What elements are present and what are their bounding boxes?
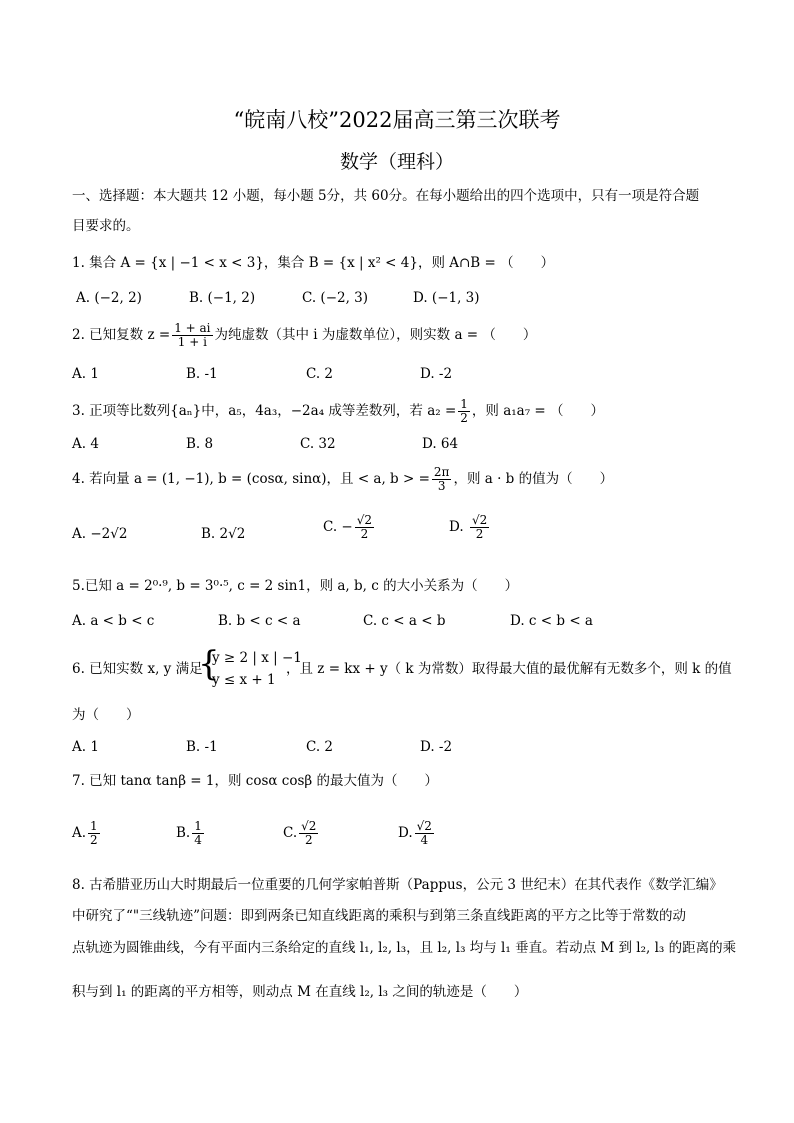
question-3-option-a: A. 4 (72, 436, 99, 452)
question-3-option-b: B. 8 (186, 436, 214, 452)
question-5-option-b: B. b < c < a (218, 613, 301, 629)
question-7-option-a (72, 820, 102, 847)
fraction-denominator: 2 (460, 411, 468, 425)
fraction-numerator: √2 (471, 513, 488, 527)
fraction-numerator: √2 (416, 819, 432, 833)
question-2-option-c: C. 2 (306, 366, 334, 382)
fraction-numerator: 2π (433, 465, 450, 479)
question-7-stem: 7. 已知 tanα tanβ = 1，则 cosα cosβ 的最大值为（ ） (72, 773, 439, 789)
question-2-option-b: B. -1 (186, 366, 218, 382)
question-8-line4: 积与到 l₁ 的距离的平方相等，则动点 M 在直线 l₂, l₃ 之间的轨迹是（ ） (72, 984, 528, 1000)
question-1-option-b: B. (−1, 2) (189, 290, 256, 306)
question-5-option-d: D. c < b < a (510, 613, 593, 629)
question-4-fraction (432, 466, 452, 493)
question-6-stem-cont: 为（ ） (72, 707, 140, 723)
option-fraction (415, 820, 434, 847)
fraction-numerator: 1 (90, 819, 98, 833)
question-5-stem: 5.已知 a = 2⁰·⁹, b = 3⁰·⁵, c = 2 sin1，则 a, b, c 的大小关系为（ ） (72, 578, 519, 594)
question-8-line1: 8. 古希腊亚历山大时期最后一位重要的几何学家帕普斯（Pappus，公元 3 世纪末）在其代表作《数学汇编》 (72, 877, 723, 893)
question-5-option-a: A. a < b < c (72, 613, 155, 629)
option-fraction (88, 820, 100, 847)
option-fraction (299, 820, 318, 847)
option-fraction (192, 820, 204, 847)
question-7-option-b (176, 820, 206, 847)
question-1-option-a: A. (−2, 2) (76, 290, 142, 306)
question-3-fraction (458, 398, 470, 425)
question-6-system-line1: y ≥ 2 | x | −1 (212, 650, 302, 666)
fraction-denominator: 4 (194, 833, 202, 847)
fraction-denominator: 3 (437, 479, 446, 493)
section-instructions-line2: 目要求的。 (72, 218, 140, 234)
fraction-numerator: 1 (460, 397, 468, 411)
question-4-stem-post: ，则 a · b 的值为（ ） (453, 471, 614, 487)
option-label: D. (398, 825, 413, 841)
question-1-option-d: D. (−1, 3) (413, 290, 480, 306)
question-2-fraction (172, 322, 212, 349)
question-8-line3: 点轨迹为圆锥曲线，今有平面内三条给定的直线 l₁, l₂, l₃，且 l₂, l₃ 均与 l₁ 垂直。若动点 M 到 l₂, l₃ 的距离的乘 (72, 940, 737, 956)
fraction-numerator: 1 + ai (174, 321, 211, 335)
option-fraction (470, 514, 489, 541)
question-4-stem (72, 466, 613, 493)
question-2-option-d: D. -2 (420, 366, 453, 382)
question-4-stem-pre: 4. 若向量 a = (1, −1), b = (cosα, sinα)，且 < a, b > = (72, 471, 430, 487)
page-subtitle: 数学（理科） (339, 151, 454, 173)
fraction-denominator: 1 + i (177, 335, 207, 349)
question-4-option-b: B. 2√2 (201, 526, 246, 542)
question-5-option-c: C. c < a < b (363, 613, 446, 629)
option-label: B. (176, 825, 191, 841)
question-2-option-a: A. 1 (72, 366, 99, 382)
question-4-option-d (449, 514, 491, 541)
fraction-denominator: 2 (360, 527, 369, 541)
question-3-option-c: C. 32 (300, 436, 336, 452)
question-1-option-c: C. (−2, 3) (302, 290, 369, 306)
question-6-option-a: A. 1 (72, 739, 99, 755)
fraction-denominator: 2 (90, 833, 98, 847)
question-6-system-line2: y ≤ x + 1 (212, 672, 276, 688)
question-7-option-c (283, 820, 320, 847)
option-label: C. − (323, 519, 353, 535)
system-brace-icon: { (198, 644, 220, 684)
fraction-denominator: 2 (304, 833, 313, 847)
question-1-stem: 1. 集合 A = {x | −1 < x < 3}，集合 B = {x | x² < 4}，则 A∩B = （ ） (72, 255, 555, 271)
question-6-stem-post: ，且 z = kx + y（ k 为常数）取得最大值的最优解有无数多个，则 k 的值 (286, 661, 732, 677)
fraction-numerator: √2 (356, 513, 373, 527)
option-fraction (355, 514, 374, 541)
question-3-option-d: D. 64 (422, 436, 459, 452)
fraction-denominator: 2 (475, 527, 484, 541)
question-2-stem-post: 为纯虚数（其中 i 为虚数单位），则实数 a = （ ） (214, 327, 537, 343)
question-3-stem-pre: 3. 正项等比数列{aₙ}中，a₅，4a₃，−2a₄ 成等差数列，若 a₂ = (72, 403, 457, 419)
fraction-denominator: 4 (420, 833, 429, 847)
question-6-option-c: C. 2 (306, 739, 334, 755)
question-6-option-b: B. -1 (186, 739, 218, 755)
question-8-line2: 中研究了“"三线轨迹”问题：即到两条已知直线距离的乘积与到第三条直线距离的平方之比等于常数的动 (72, 908, 687, 924)
question-4-option-c (323, 514, 376, 541)
question-2-stem (72, 322, 536, 349)
page-title: “皖南八校”2022届高三第三次联考 (233, 108, 561, 132)
question-4-option-a: A. −2√2 (72, 526, 128, 542)
question-6-stem-pre: 6. 已知实数 x, y 满足 (72, 661, 203, 677)
option-label: A. (72, 825, 87, 841)
section-instructions-line1: 一、选择题：本大题共 12 小题，每小题 5分，共 60分。在每小题给出的四个选项中，只有一项是符合题 (72, 188, 700, 204)
question-3-stem-post: ，则 a₁a₇ = （ ） (471, 403, 605, 419)
question-6-option-d: D. -2 (420, 739, 453, 755)
option-label: D. (449, 519, 468, 535)
fraction-numerator: √2 (301, 819, 317, 833)
question-2-stem-pre: 2. 已知复数 z = (72, 327, 171, 343)
question-7-option-d (398, 820, 436, 847)
question-3-stem (72, 398, 604, 425)
fraction-numerator: 1 (194, 819, 202, 833)
option-label: C. (283, 825, 298, 841)
